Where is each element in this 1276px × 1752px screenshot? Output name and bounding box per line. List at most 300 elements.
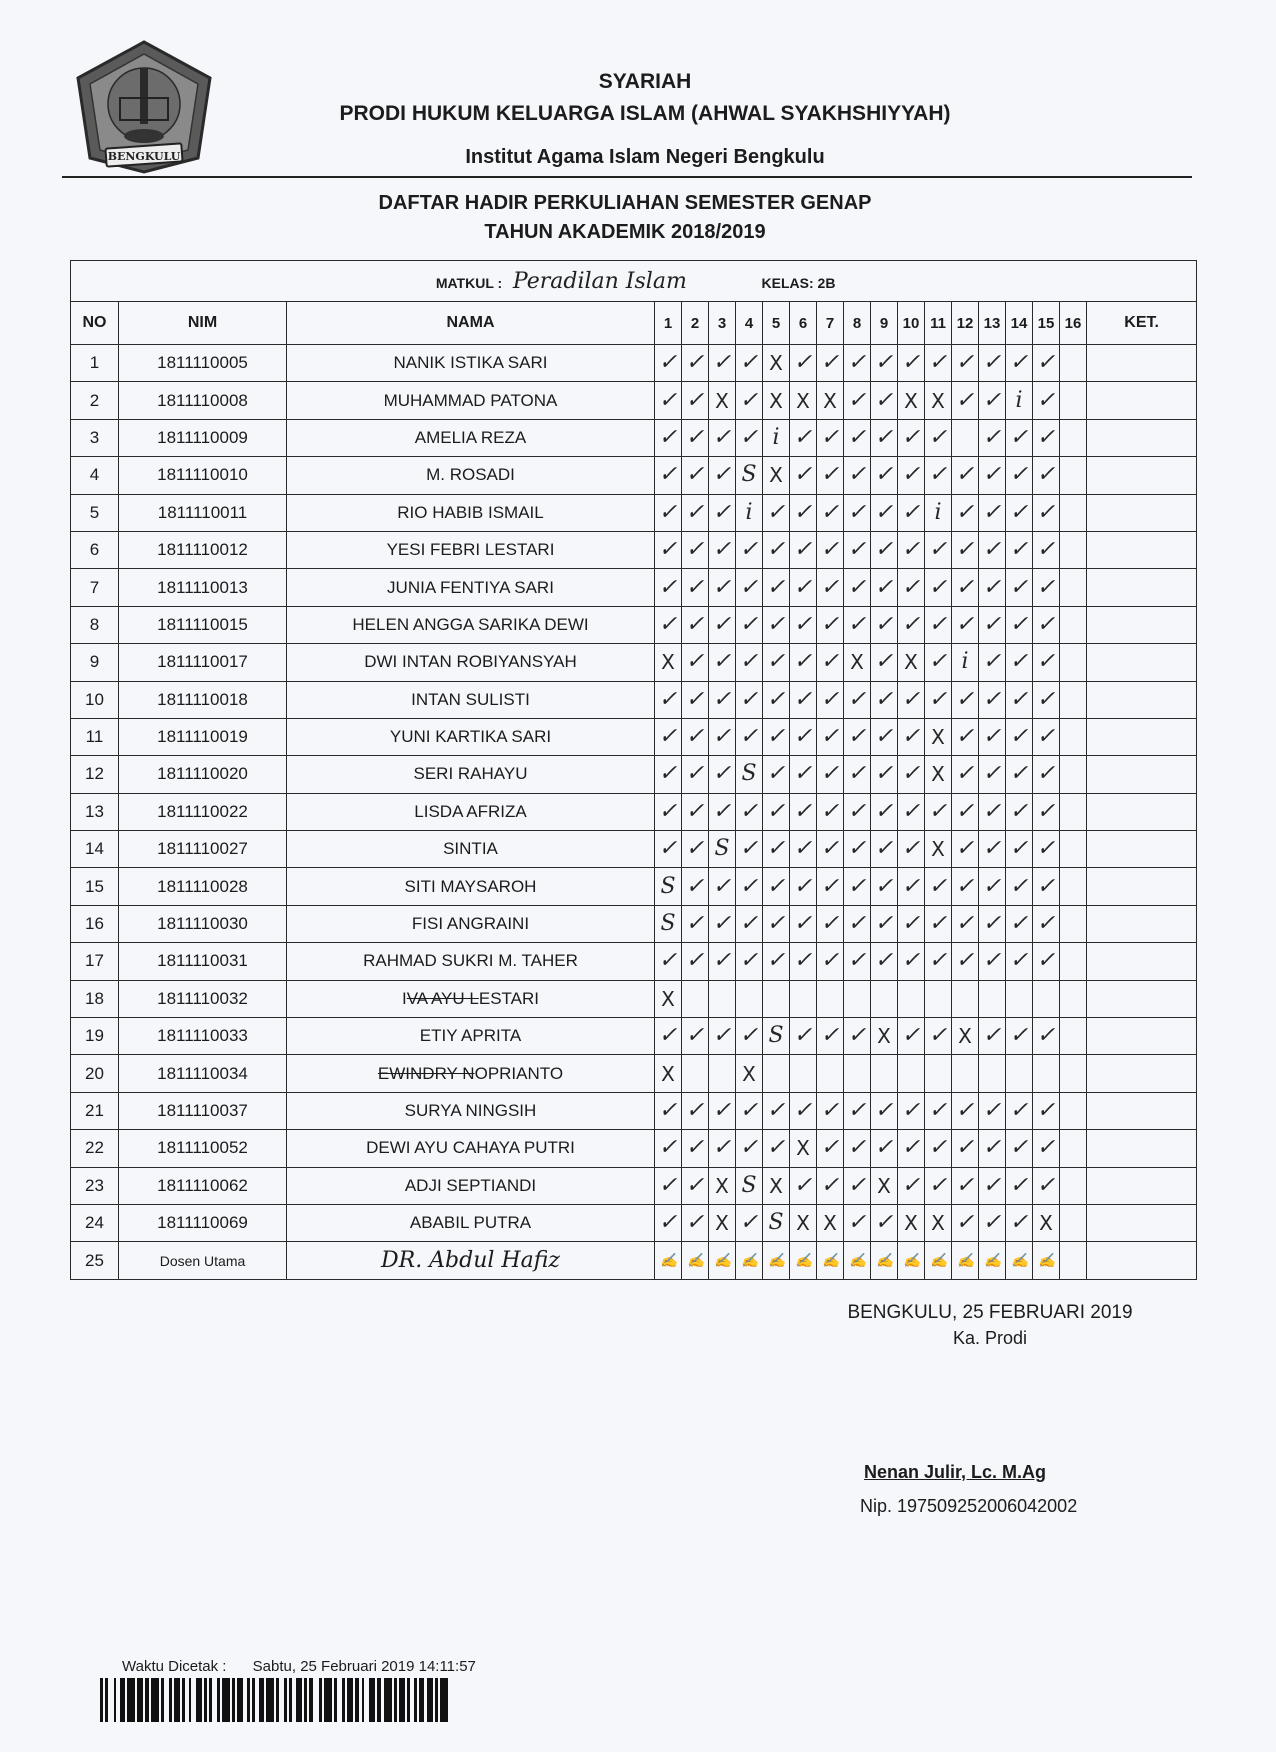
attendance-absent-mark: X [925,382,952,419]
attendance-check-mark: ✓ [736,1130,763,1167]
attendance-signature-mark: ✍ [844,1242,871,1279]
attendance-check-mark: ✓ [844,681,871,718]
attendance-signature-mark: ✍ [736,1242,763,1279]
logo-label: BENGKULU [107,150,181,163]
header-divider [62,176,1192,178]
attendance-check-mark: ✓ [925,943,952,980]
attendance-check-mark: ✓ [817,756,844,793]
attendance-check-mark: ✓ [871,943,898,980]
attendance-check-mark: ✓ [925,531,952,568]
row-nama [287,457,655,494]
table-row [71,606,1197,643]
col-header-meeting: 3 [709,302,736,345]
table-row [71,569,1197,606]
attendance-check-mark: ✓ [1033,868,1060,905]
attendance-check-mark: ✓ [709,756,736,793]
attendance-check-mark: ✓ [952,718,979,755]
attendance-check-mark: ✓ [709,718,736,755]
col-header-ket: KET. [1087,302,1197,345]
attendance-sakit-mark: S [736,457,763,494]
attendance-check-mark: ✓ [1006,1167,1033,1204]
attendance-empty-cell [952,980,979,1017]
row-nama-text: RAHMAD SUKRI M. TAHER [363,951,578,971]
attendance-check-mark: ✓ [709,681,736,718]
col-header-meeting: 12 [952,302,979,345]
row-nama [287,868,655,905]
attendance-check-mark: ✓ [790,905,817,942]
attendance-check-mark: ✓ [1033,756,1060,793]
attendance-check-mark: ✓ [682,419,709,456]
attendance-check-mark: ✓ [844,793,871,830]
row-nama-text: SERI RAHAYU [413,764,528,784]
row-ket [1087,1204,1197,1241]
attendance-check-mark: ✓ [952,756,979,793]
attendance-check-mark: ✓ [763,1092,790,1129]
attendance-empty-cell [1060,756,1087,793]
attendance-absent-mark: X [925,718,952,755]
attendance-check-mark: ✓ [979,1204,1006,1241]
col-header-meeting: 11 [925,302,952,345]
row-nama [287,793,655,830]
attendance-absent-mark: X [655,1055,682,1092]
row-nim: 1811110062 [119,1167,287,1204]
attendance-check-mark: ✓ [871,419,898,456]
attendance-empty-cell [1060,905,1087,942]
attendance-check-mark: ✓ [655,494,682,531]
table-row [71,756,1197,793]
row-no: 18 [71,980,119,1017]
attendance-empty-cell [1060,681,1087,718]
attendance-body [71,345,1197,1280]
attendance-check-mark: ✓ [844,905,871,942]
row-ket [1087,718,1197,755]
attendance-empty-cell [1060,1242,1087,1279]
row-ket [1087,868,1197,905]
row-ket [1087,419,1197,456]
attendance-izin-mark: i [952,644,979,681]
attendance-check-mark: ✓ [898,457,925,494]
row-nama-text: ABABIL PUTRA [409,1213,532,1233]
barcode-bar [127,1678,135,1722]
attendance-absent-mark: X [655,644,682,681]
row-nama-text: HELEN ANGGA SARIKA DEWI [352,614,589,634]
attendance-check-mark: ✓ [979,905,1006,942]
col-header-meeting: 9 [871,302,898,345]
row-no: 25 [71,1242,119,1279]
row-ket [1087,644,1197,681]
col-header-nama: NAMA [287,302,655,345]
row-nim: 1811110028 [119,868,287,905]
row-ket [1087,980,1197,1017]
attendance-check-mark: ✓ [844,1092,871,1129]
attendance-check-mark: ✓ [790,494,817,531]
attendance-check-mark: ✓ [952,868,979,905]
attendance-empty-cell [817,980,844,1017]
attendance-signature-mark: ✍ [979,1242,1006,1279]
row-nim: 1811110008 [119,382,287,419]
attendance-check-mark: ✓ [736,831,763,868]
attendance-check-mark: ✓ [898,1130,925,1167]
attendance-empty-cell [1060,1018,1087,1055]
matkul-label: MATKUL : [435,274,503,291]
attendance-check-mark: ✓ [925,569,952,606]
attendance-check-mark: ✓ [682,1018,709,1055]
row-ket [1087,1167,1197,1204]
attendance-check-mark: ✓ [763,831,790,868]
attendance-check-mark: ✓ [925,868,952,905]
attendance-empty-cell [1060,345,1087,382]
row-no: 11 [71,718,119,755]
attendance-check-mark: ✓ [979,681,1006,718]
row-no: 7 [71,569,119,606]
row-nim: Dosen Utama [119,1242,287,1279]
attendance-check-mark: ✓ [979,831,1006,868]
row-nama [287,569,655,606]
attendance-sakit-mark: S [709,831,736,868]
attendance-empty-cell [682,980,709,1017]
attendance-check-mark: ✓ [1033,1130,1060,1167]
attendance-check-mark: ✓ [736,382,763,419]
attendance-check-mark: ✓ [871,494,898,531]
table-row [71,1167,1197,1204]
attendance-absent-mark: X [763,1167,790,1204]
attendance-absent-mark: X [709,382,736,419]
attendance-check-mark: ✓ [1033,1092,1060,1129]
attendance-signature-mark: ✍ [952,1242,979,1279]
attendance-check-mark: ✓ [925,905,952,942]
attendance-check-mark: ✓ [898,1167,925,1204]
attendance-check-mark: ✓ [655,756,682,793]
attendance-check-mark: ✓ [925,644,952,681]
row-nama: EWINDRY NOPRIANTO [287,1055,655,1092]
col-header-meeting: 7 [817,302,844,345]
row-nama [287,531,655,568]
attendance-check-mark: ✓ [979,718,1006,755]
attendance-check-mark: ✓ [763,606,790,643]
attendance-check-mark: ✓ [1033,793,1060,830]
print-label: Waktu Dicetak : [122,1658,227,1675]
table-row [71,980,1197,1017]
attendance-check-mark: ✓ [844,1204,871,1241]
attendance-empty-cell [979,1055,1006,1092]
attendance-check-mark: ✓ [682,756,709,793]
attendance-check-mark: ✓ [655,793,682,830]
table-row [71,793,1197,830]
attendance-check-mark: ✓ [844,606,871,643]
attendance-check-mark: ✓ [709,868,736,905]
row-ket [1087,494,1197,531]
attendance-check-mark: ✓ [979,1167,1006,1204]
table-row [71,718,1197,755]
row-nim: 1811110015 [119,606,287,643]
row-no: 17 [71,943,119,980]
attendance-check-mark: ✓ [979,606,1006,643]
attendance-empty-cell [1006,1055,1033,1092]
attendance-empty-cell [952,1055,979,1092]
attendance-check-mark: ✓ [979,382,1006,419]
row-ket [1087,1055,1197,1092]
attendance-check-mark: ✓ [655,345,682,382]
attendance-check-mark: ✓ [817,718,844,755]
place-date: BENGKULU, 25 FEBRUARI 2019 [847,1302,1133,1323]
attendance-check-mark: ✓ [682,606,709,643]
attendance-check-mark: ✓ [1006,1204,1033,1241]
table-row [71,1055,1197,1092]
row-nim: 1811110022 [119,793,287,830]
attendance-check-mark: ✓ [925,793,952,830]
attendance-check-mark: ✓ [979,868,1006,905]
attendance-check-mark: ✓ [736,681,763,718]
attendance-check-mark: ✓ [871,644,898,681]
attendance-signature-mark: ✍ [925,1242,952,1279]
attendance-check-mark: ✓ [898,531,925,568]
attendance-check-mark: ✓ [709,419,736,456]
attendance-signature-mark: ✍ [655,1242,682,1279]
attendance-check-mark: ✓ [763,681,790,718]
attendance-empty-cell [1060,980,1087,1017]
table-row [71,419,1197,456]
row-no: 15 [71,868,119,905]
attendance-check-mark: ✓ [790,681,817,718]
attendance-check-mark: ✓ [1033,345,1060,382]
row-no: 23 [71,1167,119,1204]
attendance-check-mark: ✓ [1006,831,1033,868]
attendance-check-mark: ✓ [952,943,979,980]
attendance-empty-cell [844,980,871,1017]
struck-name-part: EWINDRY N [377,1063,475,1083]
attendance-check-mark: ✓ [979,1092,1006,1129]
row-ket [1087,457,1197,494]
col-header-no: NO [71,302,119,345]
attendance-empty-cell [763,980,790,1017]
row-no: 21 [71,1092,119,1129]
attendance-check-mark: ✓ [682,1130,709,1167]
attendance-empty-cell [1060,531,1087,568]
attendance-check-mark: ✓ [898,831,925,868]
attendance-check-mark: ✓ [655,1204,682,1241]
attendance-check-mark: ✓ [1033,382,1060,419]
attendance-check-mark: ✓ [1006,793,1033,830]
attendance-check-mark: ✓ [763,943,790,980]
attendance-check-mark: ✓ [952,1204,979,1241]
row-no: 4 [71,457,119,494]
attendance-check-mark: ✓ [790,831,817,868]
attendance-check-mark: ✓ [898,756,925,793]
attendance-check-mark: ✓ [844,1167,871,1204]
attendance-signature-mark: ✍ [817,1242,844,1279]
col-header-meeting: 10 [898,302,925,345]
attendance-absent-mark: X [952,1018,979,1055]
attendance-check-mark: ✓ [682,644,709,681]
attendance-signature-mark: ✍ [763,1242,790,1279]
attendance-check-mark: ✓ [790,1167,817,1204]
col-header-meeting: 1 [655,302,682,345]
row-nim: 1811110012 [119,531,287,568]
barcode-bar [222,1678,230,1722]
attendance-check-mark: ✓ [763,868,790,905]
attendance-signature-mark: ✍ [871,1242,898,1279]
attendance-check-mark: ✓ [709,494,736,531]
attendance-check-mark: ✓ [925,345,952,382]
row-nama-text: SINTIA [443,839,498,859]
matkul-value: Peradilan Islam [512,268,687,294]
row-nama: IVA AYU LESTARI [287,980,655,1017]
attendance-check-mark: ✓ [736,419,763,456]
attendance-check-mark: ✓ [1006,718,1033,755]
signer-name: Nenan Julir, Lc. M.Ag [864,1462,1047,1482]
attendance-check-mark: ✓ [952,1092,979,1129]
attendance-check-mark: ✓ [682,531,709,568]
attendance-check-mark: ✓ [1033,718,1060,755]
row-nim: 1811110013 [119,569,287,606]
attendance-check-mark: ✓ [736,345,763,382]
attendance-empty-cell [1060,644,1087,681]
attendance-empty-cell [1060,382,1087,419]
attendance-check-mark: ✓ [655,569,682,606]
attendance-check-mark: ✓ [1033,681,1060,718]
attendance-check-mark: ✓ [763,569,790,606]
academic-year: TAHUN AKADEMIK 2018/2019 [484,221,766,243]
attendance-izin-mark: i [1006,382,1033,419]
attendance-sakit-mark: S [655,905,682,942]
attendance-check-mark: ✓ [871,793,898,830]
attendance-check-mark: ✓ [736,943,763,980]
attendance-check-mark: ✓ [979,644,1006,681]
row-nama-text: YUNI KARTIKA SARI [389,727,552,747]
attendance-absent-mark: X [1033,1204,1060,1241]
row-nama-text: FISI ANGRAINI [411,914,530,934]
attendance-check-mark: ✓ [1033,457,1060,494]
table-row [71,531,1197,568]
attendance-signature-mark: ✍ [709,1242,736,1279]
attendance-check-mark: ✓ [1006,943,1033,980]
row-nama-text: SURYA NINGSIH [404,1101,537,1120]
table-row [71,644,1197,681]
table-row [71,345,1197,382]
attendance-empty-cell [709,1055,736,1092]
attendance-check-mark: ✓ [655,1130,682,1167]
attendance-check-mark: ✓ [898,345,925,382]
attendance-absent-mark: X [709,1204,736,1241]
row-nama [287,1204,655,1241]
col-header-meeting: 16 [1060,302,1087,345]
attendance-check-mark: ✓ [871,718,898,755]
attendance-check-mark: ✓ [763,718,790,755]
attendance-check-mark: ✓ [925,419,952,456]
row-nama [287,1167,655,1204]
row-nim: 1811110019 [119,718,287,755]
attendance-absent-mark: X [790,1130,817,1167]
row-nama-text: DWI INTAN ROBIYANSYAH [364,652,577,672]
row-ket [1087,1018,1197,1055]
row-ket [1087,756,1197,793]
attendance-sakit-mark: S [736,1167,763,1204]
attendance-check-mark: ✓ [709,1018,736,1055]
barcode-bar [440,1678,448,1722]
attendance-check-mark: ✓ [682,943,709,980]
attendance-check-mark: ✓ [817,1018,844,1055]
attendance-empty-cell [1060,1167,1087,1204]
row-nim: 1811110017 [119,644,287,681]
attendance-check-mark: ✓ [844,1130,871,1167]
attendance-empty-cell [1060,831,1087,868]
attendance-check-mark: ✓ [763,644,790,681]
faculty-title: SYARIAH [598,70,692,93]
attendance-check-mark: ✓ [1033,831,1060,868]
row-nama-text: DR. Abdul Hafiz [380,1248,560,1274]
attendance-check-mark: ✓ [1033,419,1060,456]
row-nama [287,1018,655,1055]
row-ket [1087,382,1197,419]
attendance-check-mark: ✓ [925,457,952,494]
attendance-check-mark: ✓ [1033,943,1060,980]
attendance-check-mark: ✓ [790,718,817,755]
attendance-check-mark: ✓ [925,606,952,643]
attendance-check-mark: ✓ [682,494,709,531]
row-ket [1087,793,1197,830]
attendance-empty-cell [898,980,925,1017]
barcode-bar [151,1678,159,1722]
institution-title: Institut Agama Islam Negeri Bengkulu [465,146,825,168]
row-nama [287,831,655,868]
attendance-check-mark: ✓ [871,345,898,382]
row-nama-text: LISDA AFRIZA [414,801,527,821]
row-no: 1 [71,345,119,382]
attendance-check-mark: ✓ [898,868,925,905]
attendance-absent-mark: X [925,831,952,868]
row-nim: 1811110034 [119,1055,287,1092]
row-nim: 1811110020 [119,756,287,793]
attendance-check-mark: ✓ [952,382,979,419]
row-no: 19 [71,1018,119,1055]
attendance-sakit-mark: S [655,868,682,905]
attendance-check-mark: ✓ [763,1130,790,1167]
col-header-meeting: 8 [844,302,871,345]
table-row [71,868,1197,905]
attendance-empty-cell [1033,1055,1060,1092]
attendance-check-mark: ✓ [898,1092,925,1129]
attendance-check-mark: ✓ [682,868,709,905]
attendance-check-mark: ✓ [844,943,871,980]
table-row [71,681,1197,718]
attendance-check-mark: ✓ [817,868,844,905]
attendance-check-mark: ✓ [952,494,979,531]
attendance-check-mark: ✓ [898,943,925,980]
row-nim: 1811110032 [119,980,287,1017]
attendance-check-mark: ✓ [682,1204,709,1241]
attendance-check-mark: ✓ [655,382,682,419]
attendance-check-mark: ✓ [763,905,790,942]
attendance-check-mark: ✓ [655,943,682,980]
row-nim: 1811110010 [119,457,287,494]
row-no: 6 [71,531,119,568]
attendance-check-mark: ✓ [1006,345,1033,382]
attendance-sakit-mark: S [736,756,763,793]
attendance-check-mark: ✓ [844,756,871,793]
attendance-check-mark: ✓ [682,569,709,606]
attendance-check-mark: ✓ [844,345,871,382]
attendance-absent-mark: X [898,1204,925,1241]
attendance-empty-cell [925,980,952,1017]
signer-role: Ka. Prodi [952,1328,1028,1348]
row-ket [1087,943,1197,980]
row-nama [287,606,655,643]
attendance-empty-cell [1060,1092,1087,1129]
attendance-check-mark: ✓ [736,718,763,755]
attendance-empty-cell [1060,718,1087,755]
attendance-check-mark: ✓ [1006,494,1033,531]
table-row [71,382,1197,419]
